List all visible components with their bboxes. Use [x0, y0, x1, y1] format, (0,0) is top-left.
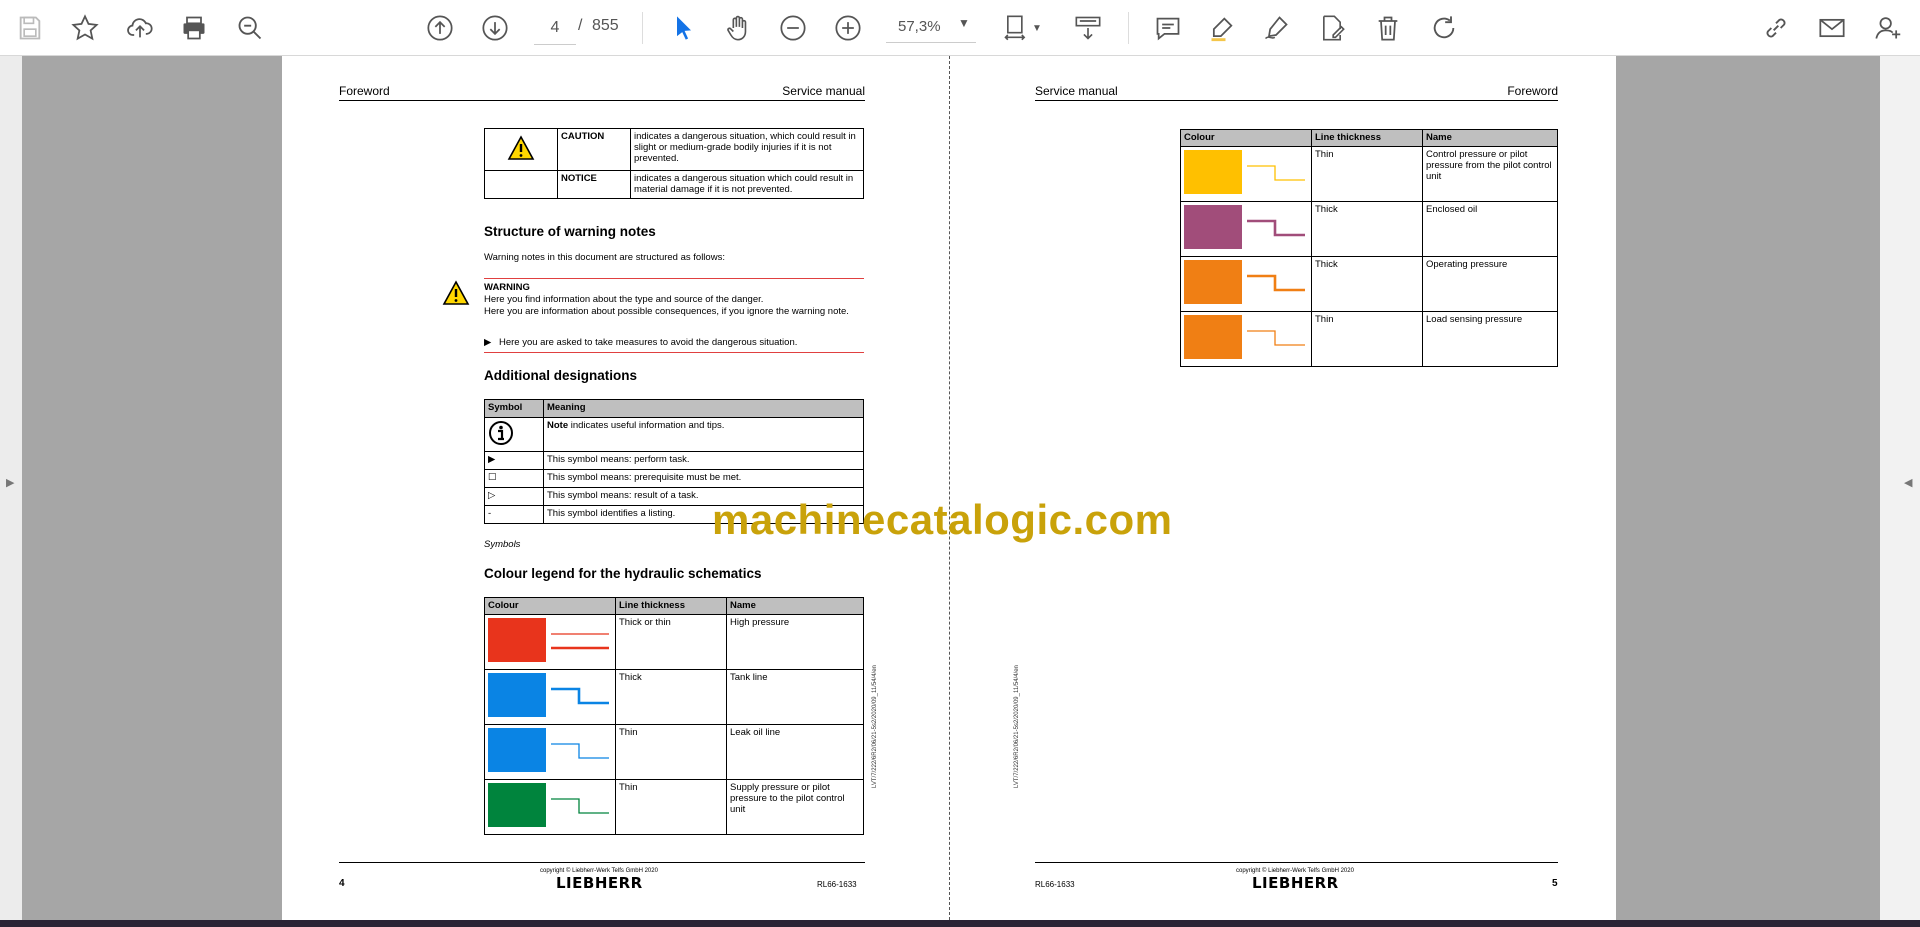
chevron-down-icon: ▼	[958, 16, 970, 30]
colour-legend-table-left	[484, 597, 864, 835]
colour-swatch-orange	[1184, 260, 1242, 304]
colour-swatch-yellow	[1184, 150, 1242, 194]
user-account-icon[interactable]	[1872, 12, 1904, 44]
line-sample-yellow	[1245, 150, 1305, 194]
thickness-cell: Thick	[616, 670, 727, 725]
warning-bottom-rule	[484, 352, 864, 353]
symbol-column-header: Symbol	[485, 400, 544, 418]
caution-description: indicates a dangerous situation, which could result in slight or medium-grade bodily injuries if it is not prevented.	[631, 129, 864, 171]
notice-label: NOTICE	[558, 171, 631, 199]
left-panel-toggle[interactable]	[0, 56, 22, 920]
liebherr-logo: LIEBHERR	[1252, 874, 1339, 892]
edit-pdf-icon[interactable]	[1316, 12, 1348, 44]
colour-column-header: Colour	[485, 598, 616, 615]
name-cell: High pressure	[727, 615, 864, 670]
colour-swatch-orange	[1184, 315, 1242, 359]
note-bold: Note	[547, 420, 569, 431]
colour-swatch-green	[488, 783, 546, 827]
page-number: 5	[1552, 878, 1558, 889]
warning-triangle-icon	[442, 280, 470, 306]
comment-icon[interactable]	[1152, 12, 1184, 44]
line-sample-orange-thick	[1245, 260, 1305, 304]
note-text: indicates useful information and tips.	[568, 420, 725, 431]
hand-tool-icon[interactable]	[722, 12, 754, 44]
action-arrow-icon: ▶	[484, 337, 492, 348]
colour-cell	[485, 780, 616, 835]
thickness-cell: Thick	[1312, 257, 1423, 312]
colour-swatch-purple	[1184, 205, 1242, 249]
name-cell: Operating pressure	[1423, 257, 1558, 312]
colour-swatch-blue	[488, 673, 546, 717]
colour-swatch-blue	[488, 728, 546, 772]
document-code: RL66-1633	[1035, 880, 1075, 889]
thickness-cell: Thin	[1312, 147, 1423, 202]
bookmark-star-icon[interactable]	[69, 12, 101, 44]
caution-label: CAUTION	[558, 129, 631, 171]
select-cursor-icon[interactable]	[668, 12, 700, 44]
footer-rule	[339, 862, 865, 863]
highlight-icon[interactable]	[1206, 12, 1238, 44]
additional-designations-heading: Additional designations	[484, 368, 638, 383]
document-viewer[interactable]	[0, 56, 1920, 920]
line-sample-green	[549, 783, 609, 827]
outline-arrow-icon: ▷	[488, 490, 496, 501]
meaning-column-header: Meaning	[544, 400, 864, 418]
zoom-in-icon[interactable]	[832, 12, 864, 44]
page-header-left: Foreword	[339, 84, 390, 98]
liebherr-logo: LIEBHERR	[556, 874, 643, 892]
page-header-left: Service manual	[1035, 84, 1118, 98]
warning-type-source: Here you find information about the type and source of the danger.	[484, 294, 764, 305]
name-column-header: Name	[727, 598, 864, 615]
thickness-column-header: Line thickness	[616, 598, 727, 615]
page-5	[950, 56, 1616, 920]
notice-description: indicates a dangerous situation which could result in material damage if it is not prevented.	[631, 171, 864, 199]
colour-column-header: Colour	[1181, 130, 1312, 147]
info-symbol-cell	[485, 418, 544, 452]
expand-right-icon[interactable]: ◀	[1904, 477, 1913, 489]
symbol-meaning-note	[544, 418, 864, 452]
line-sample-orange-thin	[1245, 315, 1305, 359]
name-cell: Supply pressure or pilot pressure to the pilot control unit	[727, 780, 864, 835]
scroll-mode-icon[interactable]	[1072, 12, 1104, 44]
header-rule	[339, 100, 865, 101]
info-icon	[488, 420, 514, 446]
toolbar-divider	[1128, 12, 1129, 44]
zoom-dropdown[interactable]	[886, 12, 976, 43]
structure-intro: Warning notes in this document are structured as follows:	[484, 252, 725, 263]
print-icon[interactable]	[178, 12, 210, 44]
signal-words-table	[484, 128, 864, 199]
page-header-right: Foreword	[1507, 84, 1558, 98]
next-page-icon[interactable]	[479, 12, 511, 44]
colour-cell	[485, 725, 616, 780]
thickness-cell: Thick or thin	[616, 615, 727, 670]
line-sample-blue-thick	[549, 673, 609, 717]
total-pages: 855	[592, 17, 619, 34]
warning-action: Here you are asked to take measures to avoid the dangerous situation.	[499, 337, 798, 348]
copyright-text: copyright © Liebherr-Werk Telfs GmbH 2020	[540, 868, 658, 874]
page-separator: /	[578, 17, 583, 34]
name-cell: Enclosed oil	[1423, 202, 1558, 257]
symbol-meaning-result: This symbol means: result of a task.	[544, 488, 864, 506]
warning-consequences: Here you are information about possible consequences, if you ignore the warning note.	[484, 306, 849, 317]
toolbar	[0, 0, 1920, 56]
name-column-header: Name	[1423, 130, 1558, 147]
symbol-meaning-perform: This symbol means: perform task.	[544, 452, 864, 470]
side-document-code: LVT/7/222/6R2/06/21-5s2/2020/09_11/54/4/en	[1014, 665, 1020, 788]
prerequisite-symbol-cell	[485, 470, 544, 488]
warning-top-rule	[484, 278, 864, 279]
caution-warning-icon	[507, 135, 535, 161]
expand-left-icon[interactable]: ▶	[6, 477, 15, 489]
header-rule	[1035, 100, 1558, 101]
symbols-caption: Symbols	[484, 539, 521, 550]
line-sample-purple	[1245, 205, 1305, 249]
document-code: RL66-1633	[817, 880, 857, 889]
colour-cell	[485, 615, 616, 670]
colour-cell	[485, 670, 616, 725]
colour-cell	[1181, 202, 1312, 257]
colour-legend-table-right	[1180, 129, 1558, 367]
notice-icon-cell	[485, 171, 558, 199]
name-cell: Tank line	[727, 670, 864, 725]
colour-legend-heading: Colour legend for the hydraulic schematics	[484, 566, 762, 581]
line-sample-blue-thin	[549, 728, 609, 772]
colour-cell	[1181, 147, 1312, 202]
page-header-right: Service manual	[782, 84, 865, 98]
dash-icon: -	[488, 508, 492, 519]
email-icon[interactable]	[1816, 12, 1848, 44]
thickness-cell: Thick	[1312, 202, 1423, 257]
cloud-upload-icon[interactable]	[124, 12, 156, 44]
colour-swatch-red	[488, 618, 546, 662]
thickness-cell: Thin	[616, 780, 727, 835]
structure-heading: Structure of warning notes	[484, 224, 656, 239]
name-cell: Control pressure or pilot pressure from the pilot control unit	[1423, 147, 1558, 202]
copyright-text: copyright © Liebherr-Werk Telfs GmbH 2020	[1236, 868, 1354, 874]
page-4	[282, 56, 950, 920]
taskbar-strip	[0, 920, 1920, 927]
name-cell: Load sensing pressure	[1423, 312, 1558, 367]
previous-page-icon[interactable]	[424, 12, 456, 44]
perform-task-symbol-cell	[485, 452, 544, 470]
listing-symbol-cell	[485, 506, 544, 524]
page-number: 4	[339, 878, 345, 889]
right-panel-toggle[interactable]	[1880, 56, 1920, 920]
thickness-cell: Thin	[616, 725, 727, 780]
zoom-out-icon[interactable]	[777, 12, 809, 44]
current-page-input[interactable]	[534, 12, 576, 45]
symbol-meaning-prerequisite: This symbol means: prerequisite must be met.	[544, 470, 864, 488]
fit-dropdown-chevron-icon[interactable]: ▼	[1032, 22, 1042, 34]
fit-page-icon[interactable]	[1000, 12, 1032, 44]
delete-trash-icon[interactable]	[1372, 12, 1404, 44]
footer-rule	[1035, 862, 1558, 863]
result-symbol-cell	[485, 488, 544, 506]
name-cell: Leak oil line	[727, 725, 864, 780]
watermark-text: machinecatalogic.com	[712, 496, 1173, 543]
colour-cell	[1181, 312, 1312, 367]
symbol-meaning-listing: This symbol identifies a listing.	[544, 506, 864, 524]
filled-arrow-icon: ▶	[488, 454, 496, 465]
checkbox-square-icon: ☐	[488, 472, 497, 483]
thickness-column-header: Line thickness	[1312, 130, 1423, 147]
caution-cell	[485, 129, 558, 171]
side-document-code: LVT/7/222/6R2/06/21-5s2/2020/09_11/54/4/en	[872, 665, 878, 788]
draw-pen-icon[interactable]	[1260, 12, 1292, 44]
warning-title: WARNING	[484, 282, 530, 293]
toolbar-divider	[642, 12, 643, 44]
zoom-search-icon[interactable]	[234, 12, 266, 44]
rotate-icon[interactable]	[1428, 12, 1460, 44]
line-sample-red	[549, 618, 609, 662]
colour-cell	[1181, 257, 1312, 312]
save-icon[interactable]	[14, 12, 46, 44]
zoom-value: 57,3%	[898, 18, 941, 35]
share-link-icon[interactable]	[1760, 12, 1792, 44]
thickness-cell: Thin	[1312, 312, 1423, 367]
